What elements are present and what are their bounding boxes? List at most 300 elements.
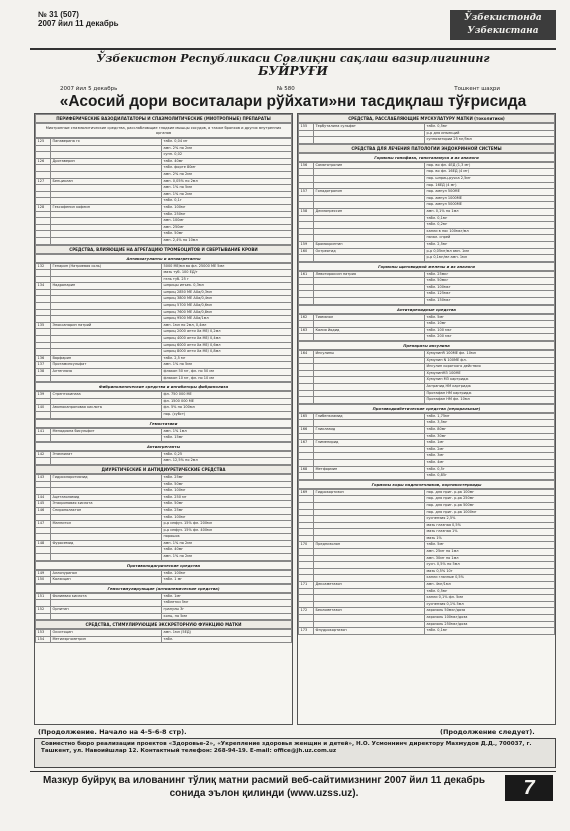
table-row (36, 362, 292, 369)
drug-name: Эноксапарин натрий (51, 322, 162, 329)
table-row (299, 549, 555, 556)
row-number (36, 398, 51, 405)
row-number: 164 (299, 351, 314, 358)
drug-name (314, 459, 425, 466)
table-row (299, 334, 555, 341)
drug-name (51, 613, 162, 620)
drug-name (314, 509, 425, 516)
row-number (36, 224, 51, 231)
row-number (299, 615, 314, 622)
drug-form: табл. 2,5 мг (162, 355, 292, 362)
drug-form: табл. 15мг (162, 435, 292, 442)
row-number (36, 514, 51, 521)
drug-form: амп. 1мл по 2мл, 0,4мл (162, 322, 292, 329)
row-number (36, 336, 51, 343)
drug-form: амп. 250мг (162, 224, 292, 231)
issue-info (38, 10, 119, 28)
drug-name (51, 224, 162, 231)
table-row (36, 540, 292, 547)
table-row (299, 582, 555, 589)
drug-form: р-р для инъекций (425, 130, 555, 137)
drug-name (314, 390, 425, 397)
drug-name (51, 554, 162, 561)
row-number: 159 (299, 241, 314, 248)
table-row (36, 276, 292, 283)
drug-name (51, 547, 162, 554)
drug-table (35, 570, 292, 584)
row-number (299, 568, 314, 575)
page-number: 7 (505, 775, 553, 801)
table-row (36, 411, 292, 418)
table-row (36, 152, 292, 159)
drug-form: шприц 2000 анти Xa ME/ 0,2мл (162, 329, 292, 336)
row-number (299, 298, 314, 305)
table-row (36, 171, 292, 178)
drug-name (51, 218, 162, 225)
table-row (36, 303, 292, 310)
table-row (299, 169, 555, 176)
row-number: 134 (36, 283, 51, 290)
table-row (299, 271, 555, 278)
drug-form: табл. 25мг (162, 507, 292, 514)
table-row (299, 255, 555, 262)
table-row (36, 296, 292, 303)
drug-name (51, 411, 162, 418)
drug-name (314, 555, 425, 562)
row-number: 157 (299, 189, 314, 196)
table-row (36, 521, 292, 528)
drug-table (35, 428, 292, 442)
drug-name: Беклометазон (314, 608, 425, 615)
row-number (36, 375, 51, 382)
table-row (299, 327, 555, 334)
row-number (299, 496, 314, 503)
row-number: 162 (299, 314, 314, 321)
drug-form: табл. 0,5г (425, 466, 555, 473)
row-number (299, 446, 314, 453)
drug-form: конц. по 5мл (162, 613, 292, 620)
drug-name (51, 270, 162, 277)
row-number: 158 (299, 208, 314, 215)
drug-form: табл. 1мг (425, 440, 555, 447)
drug-name (314, 202, 425, 209)
drug-form: амп. 12,5% по 2мл (162, 458, 292, 465)
drug-form: табл. 0,1мг (425, 628, 555, 635)
table-row (299, 351, 555, 358)
drug-form: Протафан НМ картридж (425, 390, 555, 397)
drug-form: табл. 25мг (162, 474, 292, 481)
table-row (299, 377, 555, 384)
drug-form: табл. 25мкг (425, 271, 555, 278)
drug-name (51, 276, 162, 283)
drug-form: табл. 10мг (425, 321, 555, 328)
table-row (36, 554, 292, 561)
drug-form: амп. 1% по 2мл (162, 540, 292, 547)
decree-kind: БУЙРУҒИ (258, 64, 328, 78)
drug-form: табл. 4мг (425, 459, 555, 466)
table-row (299, 575, 555, 582)
table-row (36, 145, 292, 152)
drug-table (298, 314, 555, 341)
drug-name (51, 342, 162, 349)
drug-name (51, 309, 162, 316)
table-row (36, 185, 292, 192)
drug-form: порошок (162, 534, 292, 541)
drug-form: табл. 1мг (162, 593, 292, 600)
row-number: 153 (36, 630, 51, 637)
row-number (36, 329, 51, 336)
drug-name (314, 291, 425, 298)
drug-name: Инсулины (314, 351, 425, 358)
drug-name: Этакриновая кислота (51, 501, 162, 508)
drug-name (314, 420, 425, 427)
table-row (36, 191, 292, 198)
drug-name: Гексафенил кофеин (51, 204, 162, 211)
table-row (36, 577, 292, 584)
drug-name (314, 235, 425, 242)
drug-table (35, 138, 292, 245)
table-row (299, 235, 555, 242)
row-number (36, 411, 51, 418)
table-row (299, 588, 555, 595)
row-number (36, 342, 51, 349)
table-row (299, 130, 555, 137)
table-row (299, 397, 555, 404)
drug-name (314, 562, 425, 569)
decree-place: Тошкент шаҳри (454, 86, 500, 92)
drug-form: табл. 50мг (162, 501, 292, 508)
row-number (299, 228, 314, 235)
table-row (299, 433, 555, 440)
row-number: 128 (36, 204, 51, 211)
subsection-heading: Антиагреганты (35, 442, 292, 451)
drug-form: амп. 4мг/1мл (425, 582, 555, 589)
drug-form: ХумулинR 100МЕ фл. 10мл (425, 351, 555, 358)
drug-form: пор. во фл. 16ЕД (4 мг) (425, 169, 555, 176)
subsection-heading: Антитиреоидные средства (298, 305, 555, 314)
table-row (299, 202, 555, 209)
drug-form: пор. для приг. р-ра 1000мг (425, 509, 555, 516)
row-number (299, 509, 314, 516)
row-number: 142 (36, 451, 51, 458)
drug-form: табл. 0,1г (162, 198, 292, 205)
table-row (299, 370, 555, 377)
table-row (36, 316, 292, 323)
drug-form: шприц 3800 ME AXa/0,4мл (162, 296, 292, 303)
drug-form: амп. 100мг (162, 218, 292, 225)
drug-name: Глимепирид (314, 440, 425, 447)
drug-name: Маннитол (51, 521, 162, 528)
left-drug-table (34, 113, 293, 725)
drug-form: пор. для приг. р-ра 250мг (425, 496, 555, 503)
row-number: 161 (299, 271, 314, 278)
table-row (299, 440, 555, 447)
subsection-heading: Гемостатики (35, 419, 292, 428)
drug-form: табл. 100мкг (425, 284, 555, 291)
drug-name (314, 446, 425, 453)
drug-form: гель туб. 25 г (162, 276, 292, 283)
table-row (299, 489, 555, 496)
drug-name (314, 377, 425, 384)
table-row (36, 547, 292, 554)
drug-form: шприц 6000 анти Xa ME/ 0,6мл (162, 342, 292, 349)
drug-name (314, 621, 425, 628)
drug-form: шприц 5700 ME AXa/0,6мл (162, 303, 292, 310)
row-number (299, 137, 314, 144)
drug-table (35, 263, 292, 383)
row-number: 168 (299, 466, 314, 473)
drug-name (51, 191, 162, 198)
table-row (299, 473, 555, 480)
drug-name (314, 601, 425, 608)
row-number: 146 (36, 507, 51, 514)
table-row (36, 355, 292, 362)
drug-form: мазь 0,5% 10г (425, 568, 555, 575)
drug-name (314, 516, 425, 523)
drug-form: табл. 5мг (425, 542, 555, 549)
row-number (36, 165, 51, 172)
drug-name (51, 198, 162, 205)
drug-form: р-р 0,1мг/мл амп. 1мл (425, 255, 555, 262)
drug-form: табл. 100 мкг (425, 327, 555, 334)
drug-form: флакон 10 мг, фл. по 10 мл (162, 375, 292, 382)
drug-name: Бенциклан (51, 178, 162, 185)
drug-name (314, 222, 425, 229)
drug-form: табл. 100мг (162, 204, 292, 211)
row-number (299, 384, 314, 391)
drug-name (314, 130, 425, 137)
table-row (299, 453, 555, 460)
row-number: 144 (36, 494, 51, 501)
row-number (36, 152, 51, 159)
table-row (299, 522, 555, 529)
row-number (299, 182, 314, 189)
drug-name (51, 303, 162, 310)
table-row (36, 375, 292, 382)
row-number (36, 458, 51, 465)
row-number (36, 435, 51, 442)
drug-form: табл. 50мг (162, 231, 292, 238)
drug-form: р-р 0,05мг/мл амп. 1мл (425, 248, 555, 255)
row-number (299, 516, 314, 523)
row-number: 126 (36, 158, 51, 165)
drug-form: флакон 50 мг, фл. по 50 мл (162, 369, 292, 376)
row-number (299, 364, 314, 371)
table-row (299, 413, 555, 420)
table-row (36, 329, 292, 336)
decree-title: «Асосий дори воситалари рўйхати»ни тасдиқлаш тўғрисида (59, 93, 527, 110)
row-number: 137 (36, 362, 51, 369)
drug-name: Аминокапроновая кислота (51, 405, 162, 412)
drug-name (314, 357, 425, 364)
drug-form: пор. ампул 500МЕ (425, 189, 555, 196)
table-row (299, 621, 555, 628)
table-row (36, 211, 292, 218)
table-row (299, 535, 555, 542)
row-number (36, 316, 51, 323)
drug-name (51, 289, 162, 296)
row-number (299, 215, 314, 222)
issue-number: № 31 (507) (38, 10, 79, 19)
drug-table (35, 629, 292, 643)
row-number (299, 284, 314, 291)
row-number: 127 (36, 178, 51, 185)
drug-form: табл. 150мкг (425, 298, 555, 305)
drug-name: Дротаверин (51, 158, 162, 165)
table-row (36, 270, 292, 277)
drug-name (51, 336, 162, 343)
row-number: 148 (36, 540, 51, 547)
drug-name: Варфарин (51, 355, 162, 362)
drug-form: фл. 1500 000 МЕ (162, 398, 292, 405)
drug-form: Протафан НМ фл. 10мл (425, 397, 555, 404)
drug-form: табл. 3мг (425, 453, 555, 460)
drug-name: Этамзилат (51, 451, 162, 458)
drug-name (51, 514, 162, 521)
section-heading: СРЕДСТВА, СТИМУЛИРУЮЩИЕ ЭКСКРЕТОРНУЮ ФУНКЦИЮ МАТКИ (35, 620, 292, 629)
table-row (36, 630, 292, 637)
drug-form: пор. для приг. р-ра 100мг (425, 489, 555, 496)
row-number (36, 481, 51, 488)
table-row (299, 601, 555, 608)
drug-form: табл. 40мг (162, 158, 292, 165)
drug-form: амп. 30мг по 1мл (425, 555, 555, 562)
newspaper-logo (450, 10, 556, 40)
table-row (36, 481, 292, 488)
drug-form: гранулы 3г (162, 607, 292, 614)
drug-name (51, 398, 162, 405)
drug-name (314, 255, 425, 262)
drug-form: шприц 4000 анти Xa ME/ 0,4мл (162, 336, 292, 343)
row-number (36, 309, 51, 316)
drug-name (51, 349, 162, 356)
drug-name: Окситоцин (51, 630, 162, 637)
drug-form: пор. во фл. 4ЕД (1,3 мг) (425, 162, 555, 169)
drug-form: капли 0,1% фл. 5мл (425, 595, 555, 602)
drug-name (314, 615, 425, 622)
table-row (299, 195, 555, 202)
drug-name: Колхицин (51, 577, 162, 584)
table-row (36, 398, 292, 405)
row-number (36, 211, 51, 218)
drug-name (314, 334, 425, 341)
row-number (299, 535, 314, 542)
row-number (299, 433, 314, 440)
drug-name (314, 575, 425, 582)
table-row (36, 607, 292, 614)
drug-table (298, 123, 555, 144)
drug-name (51, 534, 162, 541)
bottom-divider (30, 771, 556, 772)
drug-name: Соматотропин (314, 162, 425, 169)
table-row (299, 459, 555, 466)
drug-name: Дексаметазон (314, 582, 425, 589)
table-row (36, 336, 292, 343)
table-row (36, 501, 292, 508)
drug-name: Папаверина гх (51, 139, 162, 146)
drug-name (314, 370, 425, 377)
drug-form: аэрозоль 50мкг/доза (425, 608, 555, 615)
row-number: 141 (36, 428, 51, 435)
row-number (299, 195, 314, 202)
drug-name (51, 481, 162, 488)
subsection-heading: Антикоагулянты и антиагреганты (35, 254, 292, 263)
row-number (36, 349, 51, 356)
drug-form: табл. (162, 636, 292, 643)
table-row (36, 507, 292, 514)
table-row (299, 314, 555, 321)
drug-form: табл. 80мг (425, 426, 555, 433)
table-row (36, 600, 292, 607)
drug-name (51, 316, 162, 323)
drug-form: мазь 1% (425, 535, 555, 542)
row-number (299, 377, 314, 384)
drug-name: Преднизолон (314, 542, 425, 549)
drug-name: Гидрокортизон (314, 489, 425, 496)
drug-name (314, 169, 425, 176)
table-row (299, 364, 555, 371)
drug-name: Стрептокиназа (51, 392, 162, 399)
drug-name (314, 195, 425, 202)
table-row (299, 189, 555, 196)
drug-name: Октреотид (314, 248, 425, 255)
drug-name: Тербуталина сульфат (314, 124, 425, 131)
row-number: 145 (36, 501, 51, 508)
drug-name (314, 595, 425, 602)
table-row (299, 516, 555, 523)
table-row (299, 384, 555, 391)
drug-name (51, 458, 162, 465)
drug-form: суспензия 2,5% (425, 516, 555, 523)
drug-name (314, 397, 425, 404)
drug-name (314, 473, 425, 480)
row-number (299, 357, 314, 364)
table-row (299, 595, 555, 602)
table-row (299, 215, 555, 222)
drug-form: шприц 2850 ME AXa/0,3мл (162, 289, 292, 296)
drug-form: табл. форте 80мг (162, 165, 292, 172)
drug-name (51, 211, 162, 218)
drug-form: амп. 1% 1мл (162, 428, 292, 435)
drug-table (35, 593, 292, 620)
row-number (299, 321, 314, 328)
drug-name (314, 568, 425, 575)
drug-form: мазь глазная 1% (425, 529, 555, 536)
drug-form: табл. 250мг (162, 211, 292, 218)
table-row (36, 204, 292, 211)
row-number (36, 296, 51, 303)
drug-name (51, 329, 162, 336)
row-number: 136 (36, 355, 51, 362)
row-number (36, 185, 51, 192)
drug-name (314, 453, 425, 460)
drug-form: амп. 1мл (5ЕД) (162, 630, 292, 637)
drug-form: табл. 0,85г (425, 473, 555, 480)
row-number: 125 (36, 139, 51, 146)
drug-form: табл. 40мг (162, 547, 292, 554)
row-number (299, 397, 314, 404)
drug-name (51, 296, 162, 303)
table-row (36, 342, 292, 349)
row-number (36, 276, 51, 283)
drug-name (314, 502, 425, 509)
table-row (36, 392, 292, 399)
drug-name: Аллопуринол (51, 570, 162, 577)
drug-name (314, 175, 425, 182)
table-row (299, 175, 555, 182)
row-number (36, 600, 51, 607)
table-row (36, 231, 292, 238)
